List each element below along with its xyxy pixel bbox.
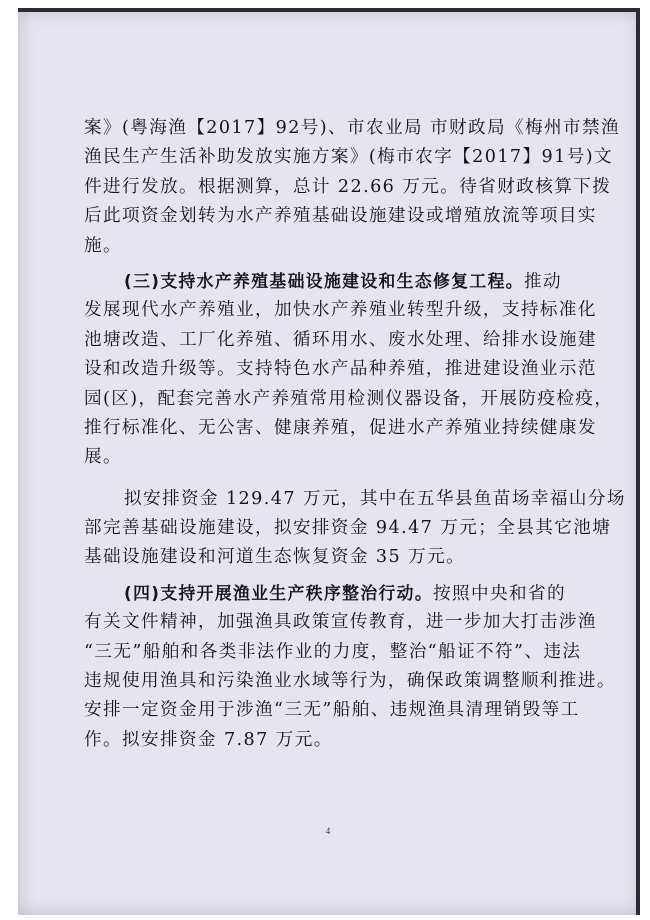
text-line: 基础设施建设和河道生态恢复资金 35 万元。 [84, 547, 466, 568]
text-line: 推行标准化、无公害、健康养殖，促进水产养殖业持续健康发 [84, 417, 597, 438]
text-line: 作。拟安排资金 7.87 万元。 [84, 729, 333, 750]
text-line: 发展现代水产养殖业，加快水产养殖业转型升级，支持标准化 [84, 300, 597, 321]
text-line: 案》(粤海渔【2017】92号)、市农业局 市财政局《梅州市禁渔 [84, 118, 620, 138]
text-line: 池塘改造、工厂化养殖、循环用水、废水处理、给排水设施建 [84, 329, 597, 350]
text-line: 展。 [84, 447, 122, 468]
text-line: 安排一定资金用于涉渔“三无”船舶、违规渔具清理销毁等工 [84, 700, 580, 721]
text-line: 后此项资金划转为水产养殖基础设施建设或增殖放流等项目实 [84, 206, 597, 227]
section-4-heading: (四)支持开展渔业生产秩序整治行动。 [124, 582, 434, 603]
text-line: 渔民生产生活补助发放实施方案》(梅市农字【2017】91号)文 [84, 147, 613, 168]
text-line: 拟安排资金 129.47 万元，其中在五华县鱼苗场幸福山分场 [124, 488, 626, 509]
text-line: 施。 [84, 235, 122, 256]
text-line: 园(区)，配套完善水产养殖常用检测仪器设备，开展防疫检疫， [84, 388, 614, 409]
page-number: 4 [325, 826, 331, 836]
section-4-heading-continuation: 按照中央和省的 [433, 583, 567, 604]
text-line: 部完善基础设施建设，拟安排资金 94.47 万元；全县其它池塘 [84, 518, 612, 539]
text-line: 件进行发放。根据测算，总计 22.66 万元。待省财政核算下拨 [84, 176, 612, 197]
section-3-heading: (三)支持水产养殖基础设施建设和生态修复工程。 [124, 270, 524, 291]
scan-edge-right [636, 8, 640, 915]
text-line: 设和改造升级等。支持特色水产品种养殖，推进建设渔业示范 [84, 359, 597, 380]
text-line: “三无”船舶和各类非法作业的力度，整治“船证不符”、违法 [84, 641, 582, 662]
document-body [84, 114, 626, 755]
section-4-first-line [84, 579, 576, 608]
text-line: 违规使用渔具和污染渔业水域等行为，确保政策调整顺利推进。 [84, 671, 616, 692]
scan-edge-top [18, 8, 640, 12]
section-3-first-line [84, 267, 576, 296]
text-line: 有关文件精神，加强渔具政策宣传教育，进一步加大打击涉渔 [84, 612, 597, 633]
section-3-heading-continuation: 推动 [523, 271, 562, 292]
